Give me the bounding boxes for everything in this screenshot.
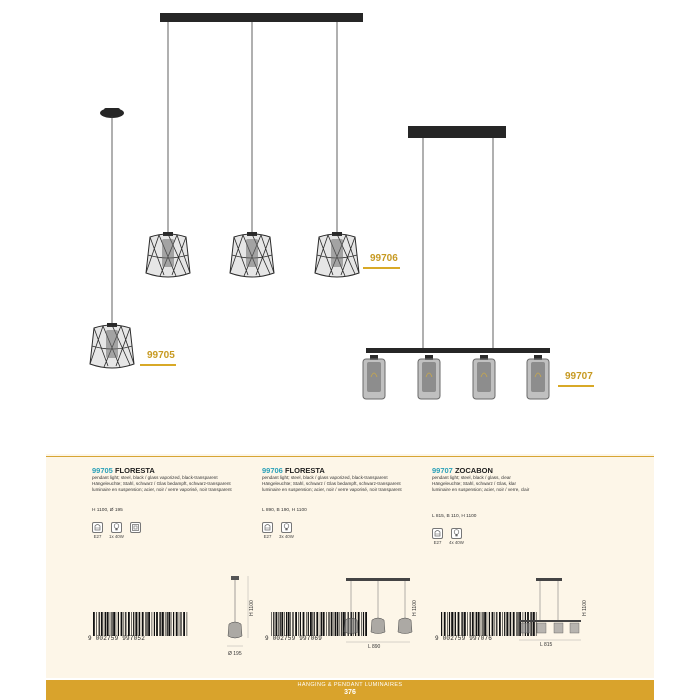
page-footer <box>46 680 654 700</box>
barcode-99705 <box>92 612 190 636</box>
desc-fr: luminaire en suspension; acier, noir / verre vaporisé, noir transparent <box>92 487 232 493</box>
protection-class-icon <box>130 522 141 533</box>
bulb-icon <box>451 528 462 539</box>
dim-width: L 815 <box>540 642 553 648</box>
product-column-99706 <box>262 466 442 539</box>
lamp-99705-photo <box>90 108 134 368</box>
product-column-99705 <box>92 466 272 539</box>
desc-de: Hängeleuchte; Stahl, schwarz / Glas bedampft, schwarz-transparent <box>92 481 231 487</box>
socket-label: E27 <box>93 533 102 539</box>
lamp-label: 4x 40W <box>449 539 464 545</box>
dim-height: H 1100 <box>249 600 255 616</box>
photo-label-underline <box>363 267 400 269</box>
dim-height: H 1100 <box>412 600 418 616</box>
spec-icons <box>262 522 442 539</box>
desc-fr: luminaire en suspension; acier, noir / verre, clair <box>432 487 530 493</box>
socket-icon <box>262 522 273 533</box>
dim-height: H 1100 <box>582 600 588 616</box>
socket-icon <box>92 522 103 533</box>
socket-icon <box>432 528 443 539</box>
sketch-99705 <box>215 570 255 674</box>
spec-icons <box>432 528 612 545</box>
spec-divider <box>46 456 654 457</box>
photo-label-underline <box>558 385 594 387</box>
socket-label: E27 <box>433 539 442 545</box>
bulb-icon <box>281 522 292 533</box>
product-name: FLORESTA <box>114 466 155 475</box>
desc-en: pendant light; steel, black / glass, clear <box>432 475 511 480</box>
product-name: FLORESTA <box>284 466 325 475</box>
desc-de: Hängeleuchte; Stahl, schwarz / Glas bedampft, schwarz-transparent <box>262 481 401 487</box>
spec-icons <box>92 522 272 539</box>
product-name: ZOCABON <box>454 466 493 475</box>
desc-en: pendant light; steel, black / glass vaporized, black-transparent <box>92 475 218 480</box>
barcode-number: 9 002759 997076 <box>435 635 493 642</box>
dimensions: H 1100, Ø 195 <box>92 507 123 513</box>
photo-label-underline <box>140 364 176 366</box>
desc-fr: luminaire en suspension; acier, noir / verre vaporisé, noir transparent <box>262 487 402 493</box>
barcode-number: 9 002759 997052 <box>88 635 146 642</box>
photo-label-99705: 99705 <box>147 350 175 361</box>
dimensions: L 890, B 190, H 1100 <box>262 507 307 513</box>
photo-label-99706: 99706 <box>370 253 398 264</box>
bulb-icon <box>111 522 122 533</box>
lamp-label: 1x 40W <box>109 533 124 539</box>
photo-label-99707: 99707 <box>565 371 593 382</box>
lamp-99706-photo <box>146 13 363 277</box>
lamp-label: 3x 40W <box>279 533 294 539</box>
desc-de: Hängeleuchte; Stahl, schwarz / Glas, klar <box>432 481 517 487</box>
dim-width: L 890 <box>368 644 381 650</box>
dimensions: L 815, B 110, H 1100 <box>432 513 477 519</box>
product-column-99707 <box>432 466 612 545</box>
product-code: 99707 <box>432 466 453 475</box>
barcode-number: 9 002759 997069 <box>265 635 323 642</box>
footer-section: HANGING & PENDANT LUMINAIRES <box>297 682 403 688</box>
product-heading <box>92 466 272 475</box>
dim-width: Ø 195 <box>228 651 242 657</box>
page-number: 376 <box>344 689 356 696</box>
product-code: 99705 <box>92 466 113 475</box>
socket-label: E27 <box>263 533 272 539</box>
product-heading <box>262 466 442 475</box>
product-heading <box>432 466 612 475</box>
product-code: 99706 <box>262 466 283 475</box>
desc-en: pendant light; steel, black / glass vaporized, black-transparent <box>262 475 388 480</box>
